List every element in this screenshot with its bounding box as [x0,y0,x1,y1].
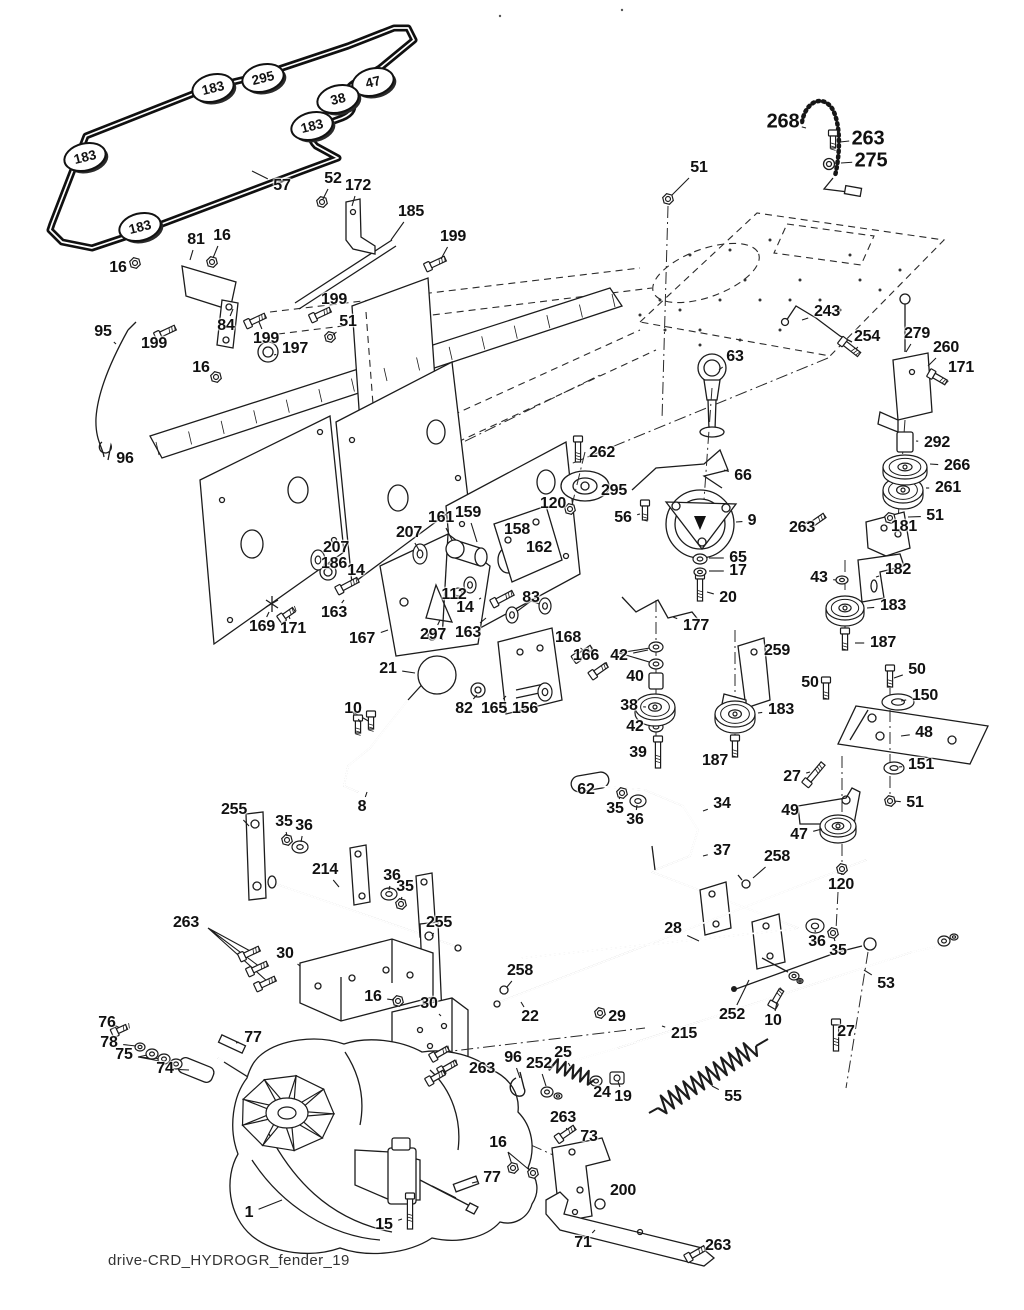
part-label: 295 [600,482,628,499]
part-label: 14 [347,562,365,579]
part-label: 268 [766,110,800,133]
belt-pulley-callout: 183 [115,208,165,247]
part-label: 163 [454,624,482,641]
part-label: 35 [829,942,847,959]
part-label: 263 [704,1237,732,1254]
part-label: 84 [217,317,235,334]
part-label: 156 [511,700,539,717]
part-label: 43 [810,569,828,586]
part-label: 81 [187,231,205,248]
part-label: 150 [911,687,939,704]
part-label: 112 [441,586,467,603]
part-label: 73 [580,1128,598,1145]
belt-pulley-callout: 183 [60,138,110,177]
part-label: 16 [364,988,382,1005]
part-label: 266 [943,457,971,474]
part-label: 199 [140,335,168,352]
part-label: 77 [244,1029,262,1046]
part-label: 263 [788,519,816,536]
part-label: 16 [213,227,231,244]
part-label: 255 [220,801,248,818]
part-label: 66 [734,467,752,484]
belt-pulley-callout: 183 [188,69,238,108]
part-label: 255 [425,914,453,931]
part-label: 27 [783,768,801,785]
part-label: 159 [454,504,482,521]
part-label: 120 [827,876,855,893]
part-label: 16 [489,1134,507,1151]
part-label: 57 [273,177,291,194]
ground-drive-rods [494,771,948,1088]
part-label: 35 [275,813,293,830]
part-label: 261 [934,479,962,496]
part-label: 207 [322,539,350,556]
part-label: 165 [480,700,508,717]
part-label: 47 [790,826,808,843]
part-label: 50 [801,674,819,691]
part-label: 185 [397,203,425,220]
part-label: 21 [379,660,397,677]
part-label: 55 [724,1088,742,1105]
part-label: 252 [525,1055,553,1072]
part-label: 24 [593,1084,611,1101]
part-label: 162 [525,539,553,556]
part-label: 15 [375,1216,393,1233]
part-label: 29 [608,1008,626,1025]
belt-pulley-callout: 47 [348,63,398,102]
part-label: 35 [606,800,624,817]
part-label: 36 [383,867,401,884]
part-label: 51 [926,507,944,524]
part-label: 263 [549,1109,577,1126]
part-label: 187 [701,752,729,769]
part-label: 27 [837,1023,855,1040]
part-label: 37 [713,842,731,859]
part-label: 34 [713,795,731,812]
part-label: 168 [554,629,582,646]
clutch-9 [666,490,736,558]
part-label: 42 [626,718,644,735]
part-label: 63 [726,348,744,365]
part-label: 163 [320,604,348,621]
part-label: 36 [626,811,644,828]
part-label: 53 [877,975,895,992]
part-label: 186 [320,555,348,572]
part-label: 35 [396,878,414,895]
part-label: 96 [504,1049,522,1066]
part-label: 56 [614,509,632,526]
part-label: 95 [94,323,112,340]
part-label: 14 [456,599,474,616]
part-label: 42 [610,647,628,664]
part-label: 183 [767,701,795,718]
part-label: 199 [320,291,348,308]
part-label: 254 [853,328,881,345]
belt-pulley-callout: 295 [238,59,288,98]
part-label: 297 [419,626,447,643]
part-label: 120 [539,495,567,512]
part-label: 16 [192,359,210,376]
part-label: 181 [890,518,918,535]
part-label: 207 [395,524,423,541]
part-label: 51 [690,159,708,176]
part-label: 263 [851,127,885,150]
part-label: 258 [763,848,791,865]
part-label: 252 [718,1006,746,1023]
part-label: 10 [344,700,362,717]
part-label: 28 [664,920,682,937]
part-label: 76 [98,1014,116,1031]
part-label: 74 [156,1060,174,1077]
part-label: 262 [588,444,616,461]
part-label: 158 [503,521,531,538]
part-label: 260 [932,339,960,356]
part-label: 77 [483,1169,501,1186]
part-label: 30 [420,995,438,1012]
part-label: 166 [572,647,600,664]
spacer-40 [649,673,663,689]
part-label: 16 [109,259,127,276]
part-label: 75 [115,1046,133,1063]
part-label: 25 [554,1044,572,1061]
spindle-63 [698,354,726,437]
part-label: 214 [311,861,339,878]
part-label: 169 [248,618,276,635]
part-label: 263 [172,914,200,931]
part-label: 161 [427,509,455,526]
part-label: 48 [915,724,933,741]
belt-pulley-callout: 38 [313,80,363,119]
part-label: 17 [729,562,747,579]
part-label: 171 [279,620,307,637]
part-label: 62 [577,781,595,798]
part-label: 20 [719,589,737,606]
part-label: 177 [682,617,710,634]
bracket-259 [722,638,770,710]
part-label: 199 [252,330,280,347]
part-label: 243 [813,303,841,320]
part-label: 22 [521,1008,539,1025]
part-label: 50 [908,661,926,678]
part-label: 187 [869,634,897,651]
part-label: 51 [339,313,357,330]
part-label: 151 [907,756,935,773]
part-label: 167 [348,630,376,647]
part-label: 83 [522,589,540,606]
part-label: 49 [781,802,799,819]
part-label: 263 [468,1060,496,1077]
part-label: 52 [324,170,342,187]
part-label: 171 [947,359,975,376]
part-label: 1 [244,1204,254,1221]
part-label: 172 [344,177,372,194]
part-label: 199 [439,228,467,245]
part-label: 65 [729,549,747,566]
part-label: 259 [763,642,791,659]
part-label: 78 [100,1034,118,1051]
part-label: 96 [116,450,134,467]
belt-pulley-callout: 183 [287,107,337,146]
part-label: 279 [903,325,931,342]
part-label: 215 [670,1025,698,1042]
part-label: 10 [764,1012,782,1029]
part-label: 182 [884,561,912,578]
part-label: 292 [923,434,951,451]
part-label: 36 [295,817,313,834]
part-label: 71 [574,1234,592,1251]
part-label: 9 [747,512,757,529]
part-label: 19 [614,1088,632,1105]
part-label: 30 [276,945,294,962]
part-label: 51 [906,794,924,811]
part-label: 36 [808,933,826,950]
drawing-id-text: drive-CRD_HYDROGR_fender_19 [108,1252,350,1269]
part-label: 275 [854,149,888,172]
part-label: 197 [281,340,309,357]
part-label: 38 [620,697,638,714]
part-label: 258 [506,962,534,979]
part-label: 8 [357,798,367,815]
part-label: 82 [455,700,473,717]
part-label: 200 [609,1182,637,1199]
part-label: 40 [626,668,644,685]
part-label: 183 [879,597,907,614]
clutch-wire-66 [632,450,728,490]
part-label: 39 [629,744,647,761]
